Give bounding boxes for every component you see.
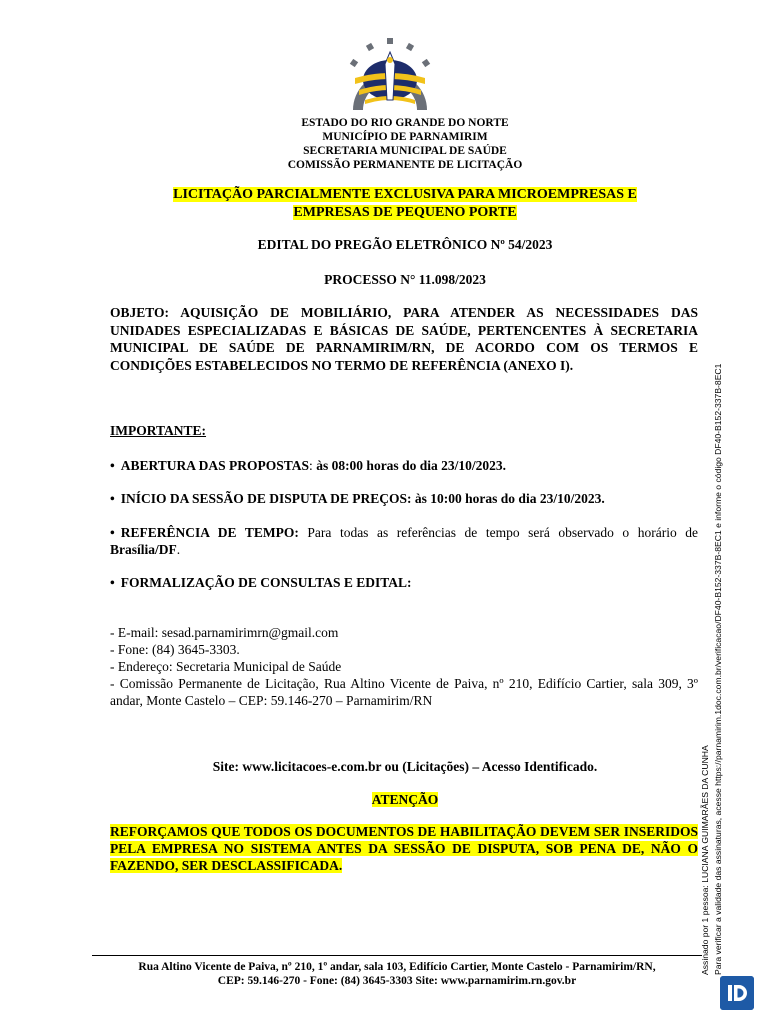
footer-divider (92, 955, 702, 956)
opening-value: às 08:00 horas do dia 23/10/2023. (312, 458, 506, 473)
bullet-dispute-start (110, 490, 698, 507)
contact-email: - E-mail: sesad.parnamirimrn@gmail.com (110, 625, 339, 640)
edital-title: EDITAL DO PREGÃO ELETRÔNICO Nº 54/2023 (257, 237, 553, 252)
contact-phone: - Fone: (84) 3645-3303. (110, 642, 240, 657)
footer-address: Rua Altino Vicente de Paiva, nº 210, 1º andar, sala 103, Edifício Cartier, Monte Castelo - Parnamirim/RN, (138, 961, 656, 973)
footer (92, 960, 702, 988)
time-reference-end: . (176, 542, 181, 557)
bullet-dot: • (110, 575, 115, 590)
attention-text: ATENÇÃO (371, 792, 439, 807)
contact-commission: - Comissão Permanente de Licitação, Rua Altino Vicente de Paiva, nº 210, Edifício Cartier, sala 309, 3º andar, Monte Castelo – CEP: 59.146-270 – Parnamirim/RN (110, 676, 698, 708)
site-line: Site: www.licitacoes-e.com.br ou (Licitações) – Acesso Identificado. (212, 759, 598, 774)
time-reference-label: REFERÊNCIA DE TEMPO: (120, 525, 299, 540)
contact-list (110, 624, 698, 709)
opening-label: ABERTURA DAS PROPOSTAS (120, 458, 310, 473)
parnamirim-seal-icon (343, 38, 437, 118)
bullet-dot: • (110, 458, 115, 473)
institution-header (110, 116, 700, 172)
time-reference-text: Para todas as referências de tempo será observado o horário de (298, 525, 698, 540)
bullet-consultations (110, 574, 698, 591)
bullet-opening-proposals (110, 457, 698, 474)
signature-sidebar (700, 364, 722, 975)
opening-colon: : (309, 458, 313, 473)
process-number: PROCESSO N° 11.098/2023 (324, 272, 486, 287)
attention-heading (110, 792, 700, 808)
signature-signer: Assinado por 1 pessoa: LUCIANA GUIMARÃES DA CUNHA (700, 745, 710, 975)
header-line-municipality: MUNICÍPIO DE PARNAMIRIM (322, 131, 488, 143)
consultations-text: FORMALIZAÇÃO DE CONSULTAS E EDITAL: (120, 575, 412, 590)
header-line-state: ESTADO DO RIO GRANDE DO NORTE (301, 117, 509, 129)
object-paragraph: OBJETO: AQUISIÇÃO DE MOBILIÁRIO, PARA ATENDER AS NECESSIDADES DAS UNIDADES ESPECIALIZADAS E BÁSICAS DE SAÚDE, PERTENCENTES À SECRETARIA MUNICIPAL DE SAÚDE DE PARNAMIRIM/RN, DE ACORDO COM OS TERMOS E CONDIÇÕES ESTABELECIDOS NO TERMO DE REFERÊNCIA (ANEXO I). (110, 305, 698, 373)
dispute-start-text: INÍCIO DA SESSÃO DE DISPUTA DE PREÇOS: às 10:00 horas do dia 23/10/2023. (120, 491, 605, 506)
reinforcement-text: REFORÇAMOS QUE TODOS OS DOCUMENTOS DE HABILITAÇÃO DEVEM SER INSERIDOS PELA EMPRESA NO SISTEMA ANTES DA SESSÃO DE DISPUTA, SOB PENA DE, NÃO O FAZENDO, SER DESCLASSIFICADA. (110, 824, 698, 873)
time-reference-city: Brasília/DF (110, 542, 177, 557)
bullet-dot: • (110, 525, 115, 540)
1doc-logo-icon (720, 976, 754, 1010)
contact-address: - Endereço: Secretaria Municipal de Saúde (110, 659, 342, 674)
exclusivity-line-2: EMPRESAS DE PEQUENO PORTE (293, 205, 517, 220)
exclusivity-line-1: LICITAÇÃO PARCIALMENTE EXCLUSIVA PARA MICROEMPRESAS E (173, 187, 637, 202)
header-line-secretariat: SECRETARIA MUNICIPAL DE SAÚDE (303, 145, 507, 157)
header-line-commission: COMISSÃO PERMANENTE DE LICITAÇÃO (287, 159, 523, 171)
signature-verification: Para verificar a validade das assinaturas, acesse https://parnamirim.1doc.com.br/verificacao/DF40-B152-337B-8EC1 e informe o código DF40-B152-337B-8EC1 (713, 363, 723, 975)
footer-contact: CEP: 59.146-270 - Fone: (84) 3645-3303 Site: www.parnamirim.rn.gov.br (217, 975, 577, 987)
bullet-dot: • (110, 491, 115, 506)
reinforcement-notice (110, 823, 698, 874)
important-heading: IMPORTANTE: (110, 423, 207, 438)
exclusivity-notice (110, 186, 700, 222)
bullet-time-reference (110, 524, 698, 558)
